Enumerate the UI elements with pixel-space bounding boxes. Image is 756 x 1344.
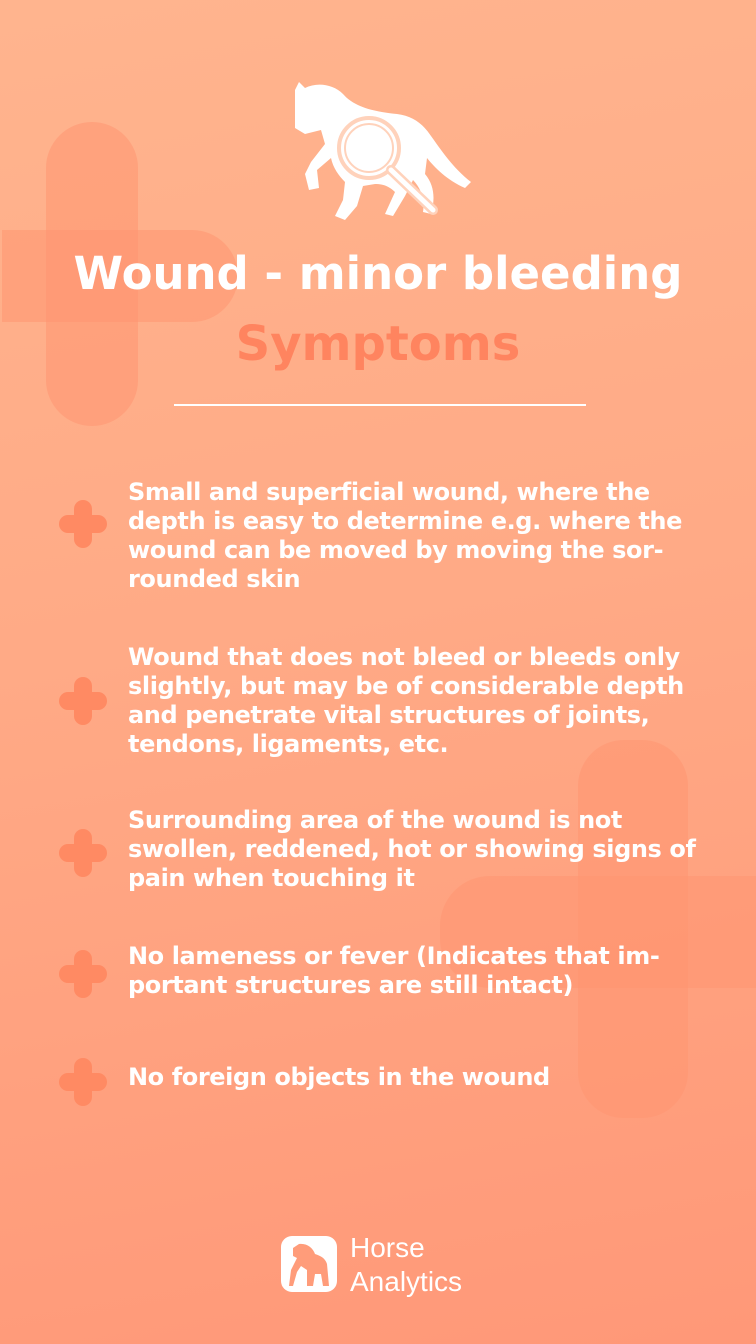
brand-line-1: Horse xyxy=(350,1232,425,1263)
symptom-text: Small and superficial wound, where the depth is easy to determine e.g. where the wound can be moved by moving the sor- rounded skin xyxy=(128,478,682,593)
plus-icon xyxy=(58,828,108,878)
plus-icon xyxy=(58,1057,108,1107)
page-title: Wound - minor bleeding xyxy=(73,247,683,300)
symptom-text: Surrounding area of the wound is not swollen, reddened, hot or showing signs of pain when touching it xyxy=(128,806,696,892)
section-subtitle: Symptoms xyxy=(235,316,521,372)
symptom-text: Wound that does not bleed or bleeds only slightly, but may be of considerable depth and penetrate vital structures of joints, tendons, ligaments, etc. xyxy=(128,643,684,758)
plus-icon xyxy=(58,949,108,999)
symptom-text: No foreign objects in the wound xyxy=(128,1063,550,1091)
plus-icon xyxy=(58,499,108,549)
horse-analytics-logo-icon xyxy=(279,1234,339,1294)
brand-name xyxy=(350,1231,462,1299)
title-divider xyxy=(174,404,586,406)
symptom-text: No lameness or fever (Indicates that im- portant structures are still intact) xyxy=(128,942,660,999)
plus-icon xyxy=(58,676,108,726)
brand-line-2: Analytics xyxy=(350,1266,463,1297)
horse-magnifier-icon xyxy=(285,78,475,224)
